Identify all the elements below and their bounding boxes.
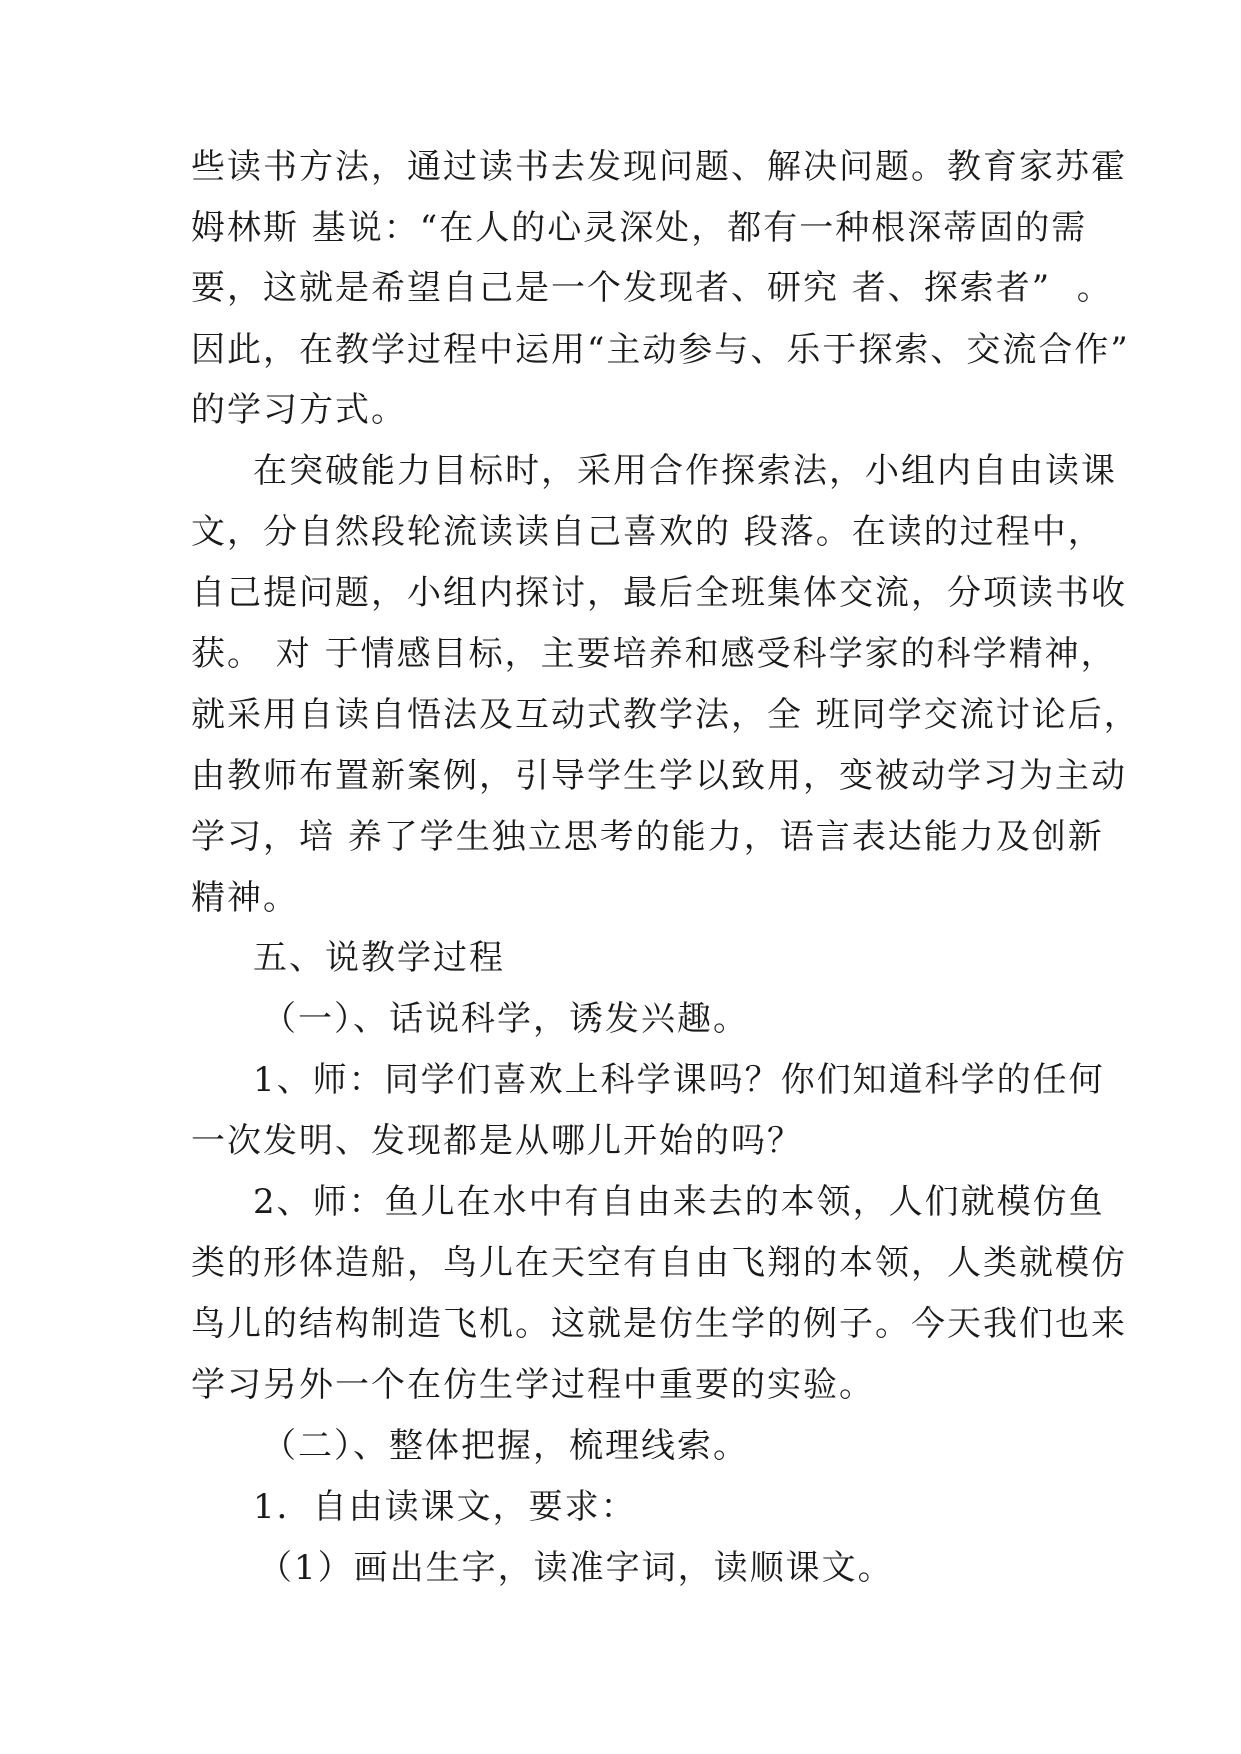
paragraph-line: 获。 对 于情感目标，主要培养和感受科学家的科学精神， bbox=[191, 634, 1117, 674]
paragraph-line: 因此，在教学过程中运用“主动参与、乐于探索、交流合作” bbox=[191, 330, 1130, 370]
subsection-heading: （二）、整体把握，梳理线索。 bbox=[262, 1426, 749, 1466]
paragraph-line: 类的形体造船，鸟儿在天空有自由飞翔的本领，人类就模仿 bbox=[191, 1243, 1127, 1283]
paragraph-line: 1、师：同学们喜欢上科学课吗？你们知道科学的任何 bbox=[253, 1060, 1105, 1100]
paragraph-line: 姆林斯 基说：“在人的心灵深处，都有一种根深蒂固的需 bbox=[191, 208, 1088, 248]
paragraph-line: 由教师布置新案例，引导学生学以致用，变被动学习为主动 bbox=[191, 756, 1127, 796]
paragraph-line: 就采用自读自悟法及互动式教学法，全 班同学交流讨论后， bbox=[191, 695, 1140, 735]
paragraph-line: 精神。 bbox=[191, 878, 299, 918]
paragraph-line: 自己提问题，小组内探讨，最后全班集体交流，分项读书收 bbox=[191, 573, 1127, 613]
list-item: 1．自由读课文，要求： bbox=[253, 1487, 637, 1527]
list-item: （1）画出生字，读准字词，读顺课文。 bbox=[258, 1548, 894, 1588]
paragraph-line: 些读书方法，通过读书去发现问题、解决问题。教育家苏霍 bbox=[191, 147, 1127, 187]
section-heading: 五、说教学过程 bbox=[253, 938, 505, 978]
paragraph-line: 要，这就是希望自己是一个发现者、研究 者、探索者” 。 bbox=[191, 268, 1113, 308]
paragraph-line: 文，分自然段轮流读读自己喜欢的 段落。在读的过程中， bbox=[191, 512, 1104, 552]
paragraph-line: 一次发明、发现都是从哪儿开始的吗？ bbox=[191, 1121, 803, 1161]
paragraph-line: 在突破能力目标时，采用合作探索法，小组内自由读课 bbox=[253, 451, 1117, 491]
paragraph-line: 学习另外一个在仿生学过程中重要的实验。 bbox=[191, 1365, 875, 1405]
paragraph-line: 学习，培 养了学生独立思考的能力，语言表达能力及创新 bbox=[191, 817, 1104, 857]
paragraph-line: 2、师：鱼儿在水中有自由来去的本领，人们就模仿鱼 bbox=[253, 1182, 1105, 1222]
subsection-heading: （一）、话说科学，诱发兴趣。 bbox=[262, 999, 749, 1039]
paragraph-line: 鸟儿的结构制造飞机。这就是仿生学的例子。今天我们也来 bbox=[191, 1304, 1127, 1344]
paragraph-line: 的学习方式。 bbox=[191, 390, 407, 430]
